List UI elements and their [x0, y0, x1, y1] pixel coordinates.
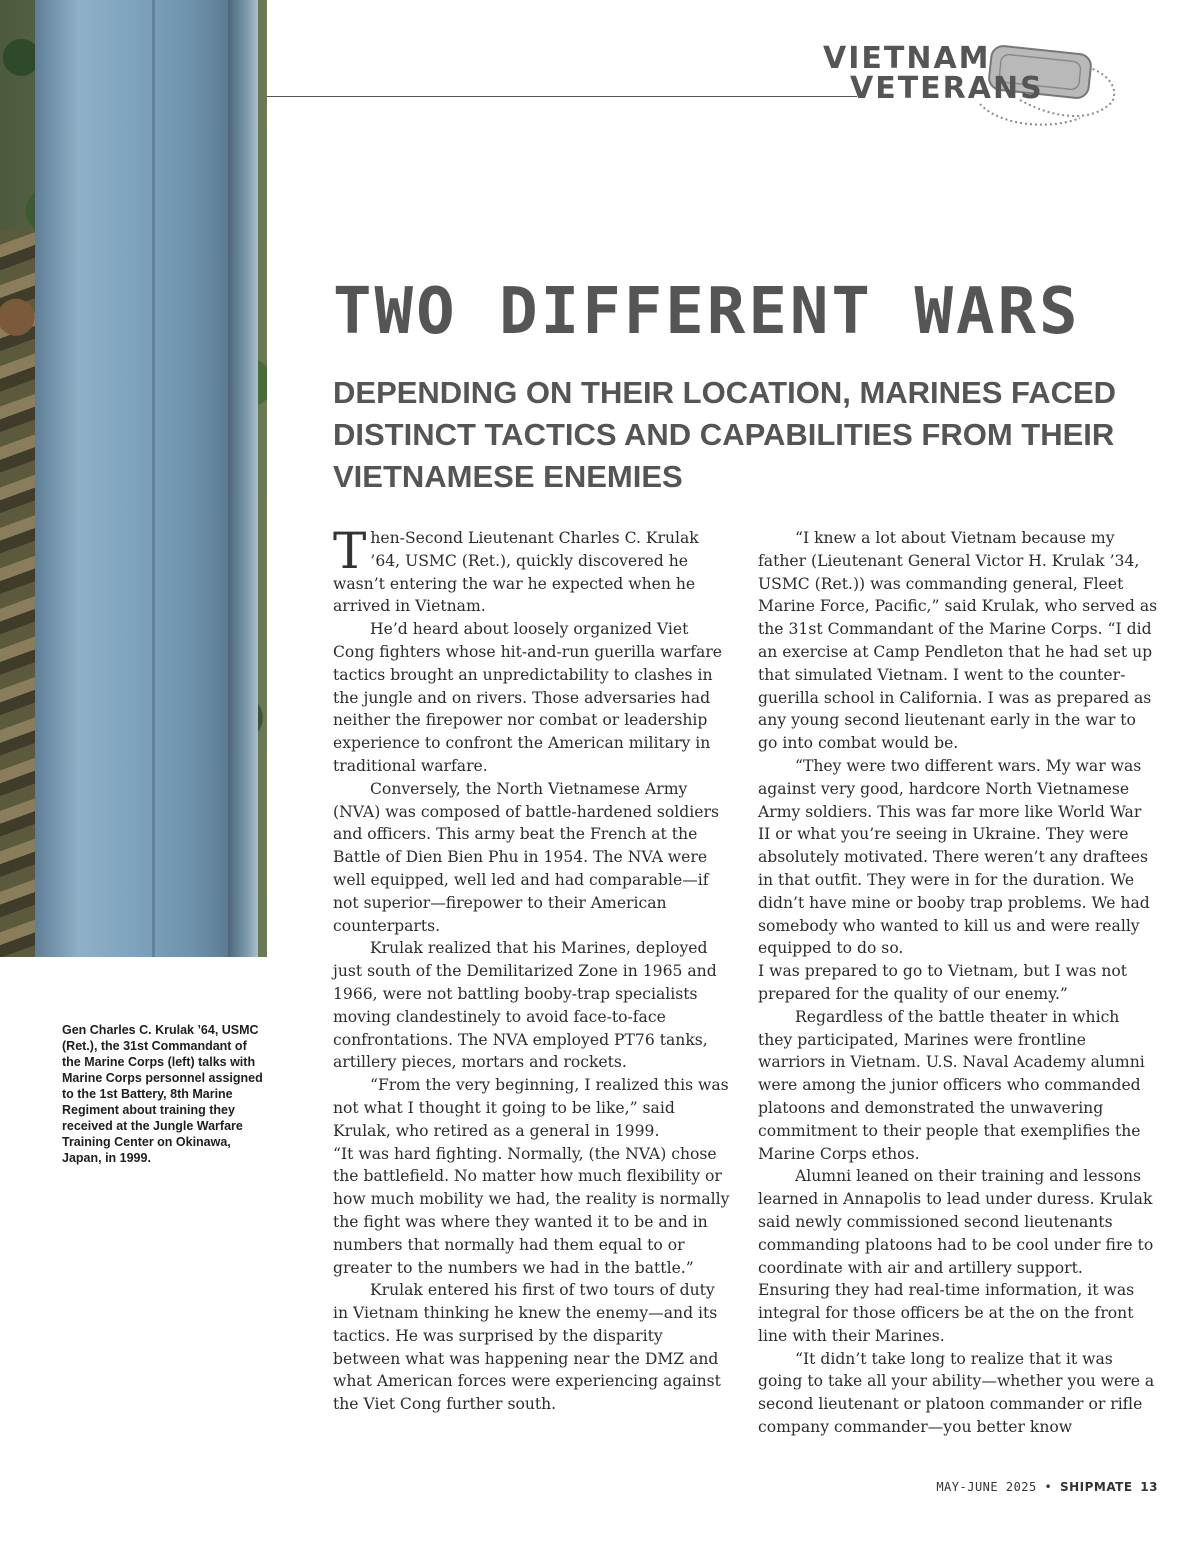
logo-word-1: VIETNAM: [823, 41, 991, 76]
footer-publication: SHIPMATE: [1059, 1480, 1133, 1494]
paragraph: Regardless of the battle theater in which they participated, Marines were frontline warriors in Vietnam. U.S. Naval Academy alumni were among the junior officers who commanded platoons and demonstrated the unwavering commitment to their people that exemplifies the Marine Corps ethos.: [758, 1007, 1145, 1163]
photo-soldier: [0, 230, 40, 957]
photo-caption: Gen Charles C. Krulak ’64, USMC (Ret.), the 31st Commandant of the Marine Corps (left) talks with Marine Corps personnel assigned to the 1st Battery, 8th Marine Regiment about training they received at the Jungle Warfare Training Center on Okinawa, Japan, in 1999.: [62, 1023, 263, 1165]
header-rule: [267, 96, 857, 97]
paragraph: Krulak realized that his Marines, deployed just south of the Demilitarized Zone in 1965 and 1966, were not battling booby-trap specialists moving clandestinely to avoid face-to-face confrontations. The NVA employed PT76 tanks, artillery pieces, mortars and rockets.: [333, 939, 717, 1072]
article-subtitle: DEPENDING ON THEIR LOCATION, MARINES FACED DISTINCT TACTICS AND CAPABILITIES FROM THEIR VIETNAMESE ENEMIES: [333, 375, 1117, 494]
paragraph: “From the very beginning, I realized this was not what I thought it going to be like,” said Krulak, who retired as a general in 1999.: [333, 1076, 729, 1140]
footer-date: MAY-JUNE 2025 •: [936, 1480, 1053, 1494]
drop-cap: T: [333, 522, 367, 580]
paragraph: Then-Second Lieutenant Charles C. Krulak ’64, USMC (Ret.), quickly discovered he wasn’t entering the war he expected when he arrived in Vietnam.: [333, 522, 699, 616]
section-logo: [820, 42, 1120, 132]
paragraph: Krulak entered his first of two tours of duty in Vietnam thinking he knew the enemy—and its tactics. He was surprised by the disparity between what was happening near the DMZ and what American forces were experiencing against the Viet Cong further south.: [333, 1281, 721, 1414]
page-number: 13: [1140, 1480, 1158, 1494]
body-column-right: [758, 527, 1158, 1439]
logo-word-2: VETERANS: [850, 71, 1044, 106]
body-column-left: [333, 522, 733, 1416]
paragraph: “It was hard fighting. Normally, (the NVA) chose the battlefield. No matter how much flexibility or how much mobility we had, the reality is normally the fight was where they wanted it to be and in numbers that normally had them equal to or greater to the numbers we had in the battle.”: [333, 1144, 730, 1277]
page-footer: [900, 1480, 1158, 1494]
paragraph: Alumni leaned on their training and lessons learned in Annapolis to lead under duress. Krulak said newly commissioned second lieutenants commanding platoons had to be cool under fire to coordinate with air and artillery support. Ensuring they had real-time information, it was integral for those officers be at the on the front line with their Marines.: [758, 1167, 1154, 1345]
paragraph: “It didn’t take long to realize that it was going to take all your ability—whether you were a second lieutenant or platoon commander or rifle company commander—you better know: [758, 1349, 1155, 1437]
paragraph: I was prepared to go to Vietnam, but I was not prepared for the quality of our enemy.”: [758, 962, 1128, 1003]
article-title: TWO DIFFERENT WARS: [333, 275, 1081, 349]
paragraph: “I knew a lot about Vietnam because my father (Lieutenant General Victor H. Krulak ’34, USMC (Ret.)) was commanding general, Fleet Marine Force, Pacific,” said Krulak, who served as the 31st Commandant of the Marine Corps. “I did an exercise at Camp Pendleton that he had set up that simulated Vietnam. I went to the counter-guerilla school in California. I was as prepared as any young second lieutenant early in the war to go into combat would be.: [758, 529, 1158, 753]
photo-column-edge: [228, 0, 258, 957]
paragraph: He’d heard about loosely organized Viet Cong fighters whose hit-and-run guerilla warfare tactics brought an unpredictability to clashes in the jungle and on rivers. Those adversaries had neither the firepower nor combat or leadership experience to confront the American military in traditional warfare.: [333, 620, 723, 775]
photo-column-seam: [152, 0, 155, 957]
article-photo: [0, 0, 267, 957]
paragraph: “They were two different wars. My war was against very good, hardcore North Vietnamese Army soldiers. This was far more like World War II or what you’re seeing in Ukraine. They were absolutely motivated. There weren’t any draftees in that outfit. They were in for the duration. We didn’t have mine or booby trap problems. We had somebody who wanted to kill us and were really equipped to do so.: [758, 756, 1150, 958]
photo-column: [35, 0, 235, 957]
paragraph: Conversely, the North Vietnamese Army (NVA) was composed of battle-hardened soldiers and officers. This army beat the French at the Battle of Dien Bien Phu in 1954. The NVA were well equipped, well led and had comparable—if not superior—firepower to their American counterparts.: [333, 779, 719, 935]
